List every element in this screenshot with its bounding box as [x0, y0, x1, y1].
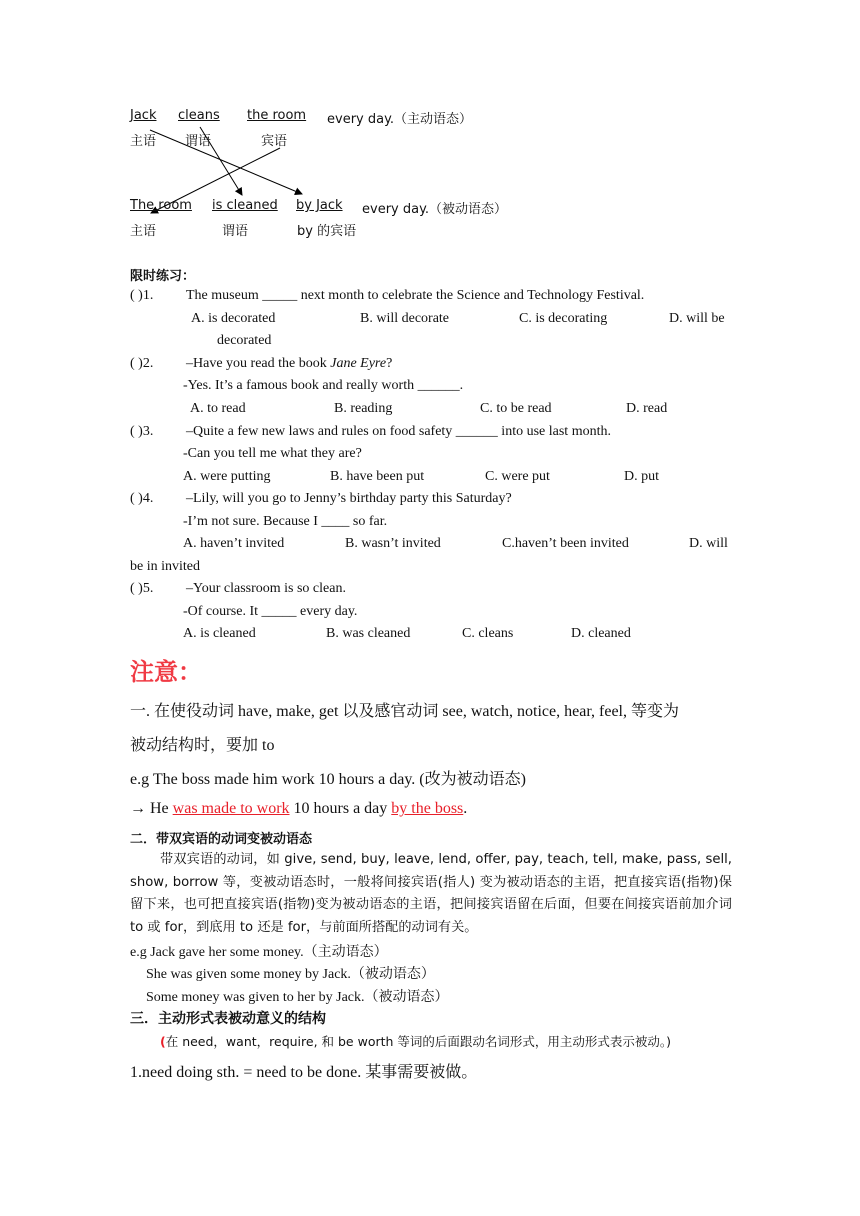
q3-number: ( )3.	[130, 424, 154, 439]
label-verb-1: 谓语	[185, 134, 212, 149]
passive-tail: every day.（被动语态）	[362, 202, 508, 217]
active-subject: Jack	[130, 108, 157, 123]
note1-example: e.g The boss made him work 10 hours a day. (改为被动语态)	[130, 771, 526, 788]
q4-number: ( )4.	[130, 491, 154, 506]
note2-example: e.g Jack gave her some money.（主动语态）	[130, 945, 388, 960]
q4-option-b: B. wasn’t invited	[345, 536, 441, 551]
q1-number: ( )1.	[130, 288, 154, 303]
q4-option-d-continued: be in invited	[130, 559, 200, 574]
q3-reply: -Can you tell me what they are?	[183, 446, 362, 461]
active-tail: every day.（主动语态）	[327, 112, 473, 127]
q5-option-a: A. is cleaned	[183, 626, 256, 641]
q2-option-d: D. read	[626, 401, 668, 416]
note3-note	[160, 1032, 671, 1050]
active-object: the room	[247, 108, 307, 123]
note1-answer-middle: 10 hours a day	[289, 800, 392, 817]
q1-option-d: D. will be	[669, 311, 725, 326]
q5-option-b: B. was cleaned	[326, 626, 411, 641]
note2-heading: 二．带双宾语的动词变被动语态	[130, 832, 313, 847]
note1-answer-end: .	[463, 800, 468, 817]
note3-paren: (	[160, 1034, 166, 1049]
note1-answer-prefix: → He	[130, 800, 173, 817]
note1-answer-highlight-1: was made to work	[172, 800, 290, 817]
q4-option-d: D. will	[689, 536, 728, 551]
passive-subject: The room	[130, 198, 192, 213]
notes-title: 注意：	[130, 658, 202, 686]
note3-item-1: 1.need doing sth. = need to be done. 某事需要被做。	[130, 1064, 478, 1081]
crossing-arrows-diagram	[0, 0, 860, 260]
q2-option-b: B. reading	[334, 401, 393, 416]
passive-verb: is cleaned	[212, 198, 278, 213]
q2-reply: -Yes. It’s a famous book and really worth ______.	[183, 378, 464, 393]
q5-number: ( )5.	[130, 581, 154, 596]
passive-agent: by Jack	[296, 198, 343, 213]
label-subject-2: 主语	[130, 224, 157, 239]
note1-line1: 一. 在使役动词 have, make, get 以及感官动词 see, watch, notice, hear, feel, 等变为	[130, 703, 679, 720]
q5-option-c: C. cleans	[462, 626, 514, 641]
q4-reply: -I’m not sure. Because I ____ so far.	[183, 514, 388, 529]
note1-answer	[130, 800, 467, 818]
active-verb: cleans	[178, 108, 220, 123]
note3-note-text: 在 need，want，require, 和 be worth 等词的后面跟动名词形式，用主动形式表示被动。)	[165, 1034, 672, 1049]
q2-stem: –Have you read the book	[186, 356, 331, 371]
q2-stem-line	[186, 356, 392, 372]
q1-option-b: B. will decorate	[360, 311, 450, 326]
q1-stem: The museum _____ next month to celebrate the Science and Technology Festival.	[186, 288, 645, 303]
q2-option-a: A. to read	[190, 401, 246, 416]
q5-option-d: D. cleaned	[571, 626, 631, 641]
label-verb-2: 谓语	[222, 224, 249, 239]
q5-stem: –Your classroom is so clean.	[186, 581, 346, 596]
q3-option-d: D. put	[624, 469, 659, 484]
q4-option-a: A. haven’t invited	[183, 536, 285, 551]
q1-option-a: A. is decorated	[191, 311, 276, 326]
note2-example-passive-1: She was given some money by Jack.（被动语态）	[146, 967, 435, 982]
q4-option-c: C.haven’t been invited	[502, 536, 629, 551]
q3-option-c: C. were put	[485, 469, 550, 484]
q3-option-b: B. have been put	[330, 469, 425, 484]
q4-stem: –Lily, will you go to Jenny’s birthday party this Saturday?	[186, 491, 512, 506]
q3-option-a: A. were putting	[183, 469, 271, 484]
note2-example-passive-2: Some money was given to her by Jack.（被动语态）	[146, 990, 449, 1005]
note1-line2: 被动结构时，要加 to	[130, 737, 275, 754]
q1-option-d-continued: decorated	[217, 333, 272, 348]
label-object-1: 宾语	[261, 134, 288, 149]
q2-stem-end: ?	[386, 356, 393, 371]
label-subject-1: 主语	[130, 134, 157, 149]
note1-answer-highlight-2: by the boss	[391, 800, 464, 817]
label-agent-2: by 的宾语	[297, 224, 357, 239]
q5-reply: -Of course. It _____ every day.	[183, 604, 358, 619]
q1-option-c: C. is decorating	[519, 311, 608, 326]
q2-option-c: C. to be read	[480, 401, 552, 416]
note2-paragraph: 带双宾语的动词，如 give, send, buy, leave, lend, offer, pay, teach, tell, make, pass, sell, show, borrow 等，变被动语态时，一般将间接宾语(指人) 变为被动语态的主语，把直接宾语(指物)保留下来，也可把直接宾语(指物)变为被动语态的主语，把间接宾语留在后面，但要在间接宾语前加介词 to 或 for，到底用 to 还是 for，与前面所搭配的动词有关。	[130, 852, 732, 935]
note3-heading: 三．主动形式表被动意义的结构	[130, 1011, 326, 1027]
q2-number: ( )2.	[130, 356, 154, 371]
q3-stem: –Quite a few new laws and rules on food safety ______ into use last month.	[186, 424, 611, 439]
practice-heading: 限时练习：	[130, 269, 196, 284]
q2-book-title: Jane Eyre	[330, 356, 387, 371]
